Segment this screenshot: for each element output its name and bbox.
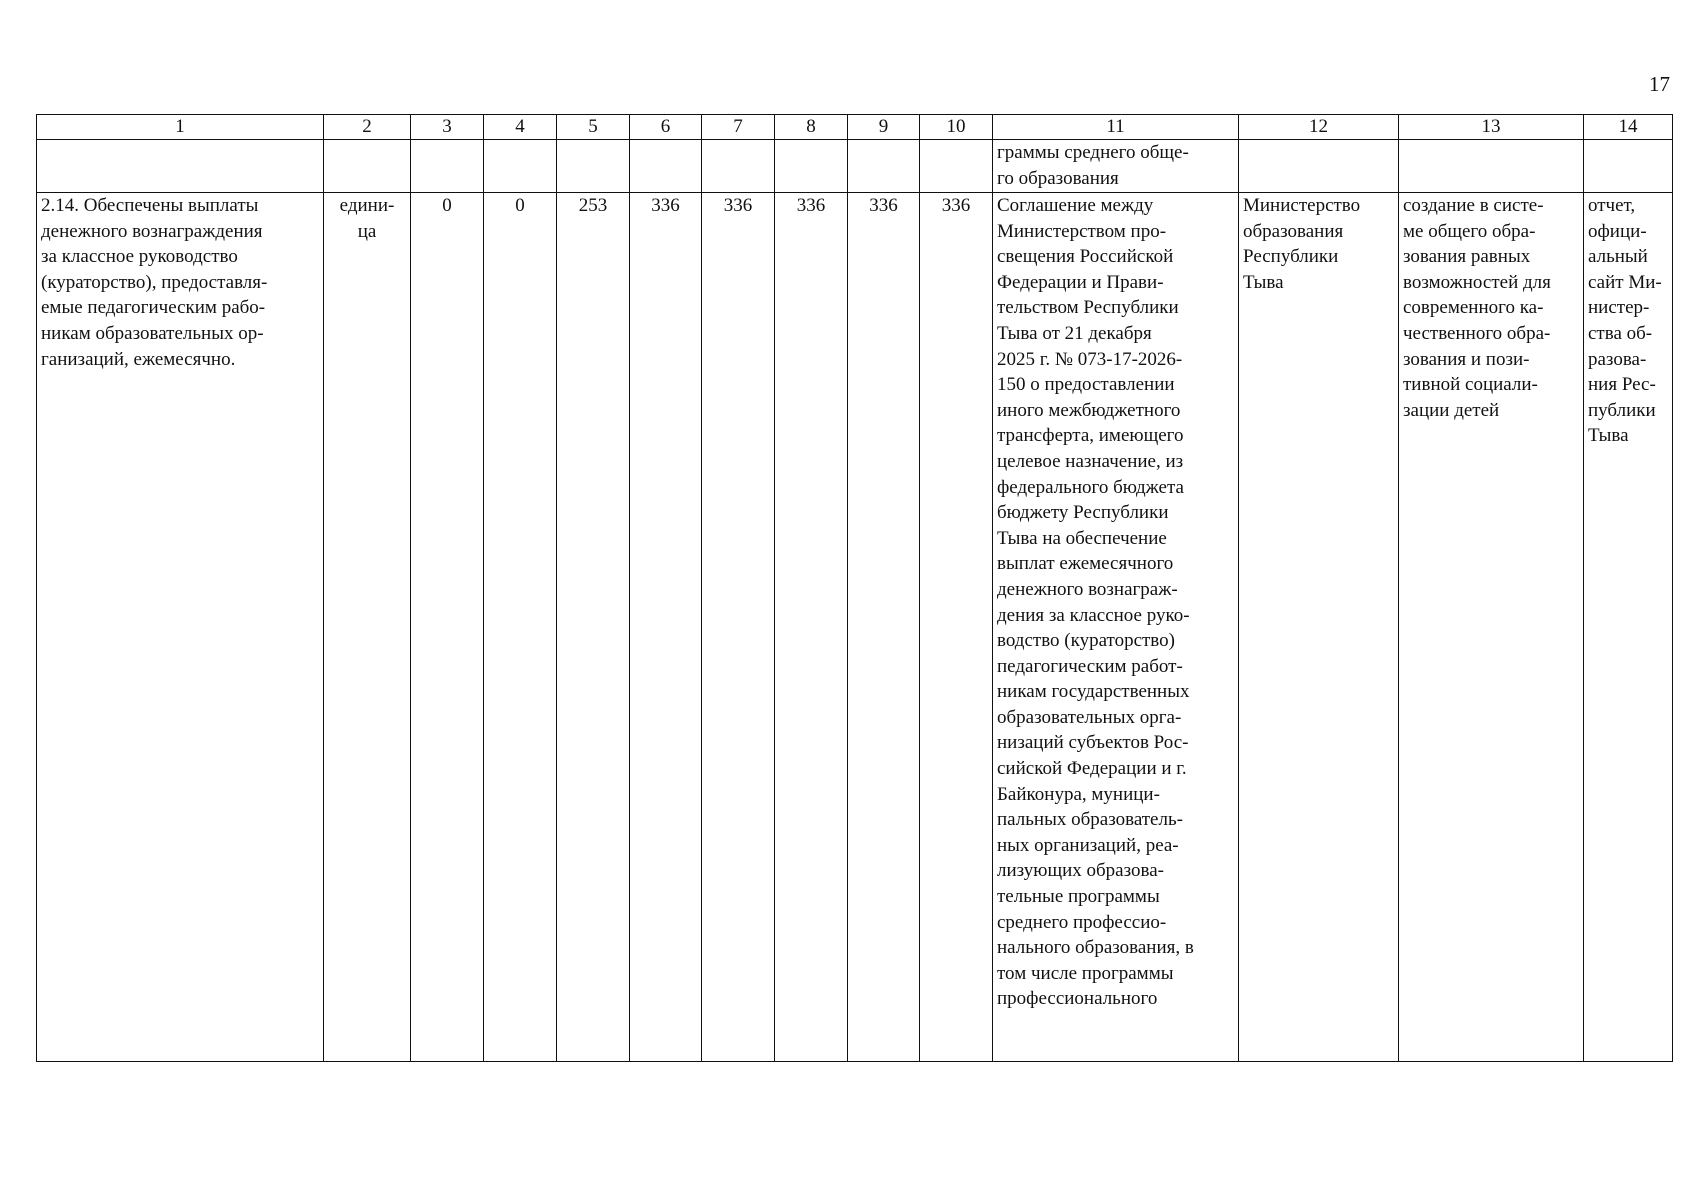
- column-number: 4: [484, 115, 557, 140]
- indicator-name: 2.14. Обеспечены выплаты денежного вознаграждения за классное руководство (кураторство), предоставля- емые педагогическим рабо- никам образовательных ор- ганизаций, ежемесячно.: [37, 193, 324, 1062]
- basis-document: Соглашение между Министерством про- свещения Российской Федерации и Прави- тельством Республики Тыва от 21 декабря 2025 г. № 073-17-2026- 150 о предоставлении иного межбюджетного трансферта, имеющего целевое назначение, из федерального бюджета бюджету Республики Тыва на обеспечение выплат ежемесячного денежного вознаграж- дения за классное руко- водство (кураторство) педагогическим работ- никам государственных образовательных орга- низаций субъектов Рос- сийской Федерации и г. Байконура, муници- пальных образователь- ных организаций, реа- лизующих образова- тельные программы среднего профессио- нального образования, в том числе программы профессионального: [993, 193, 1239, 1062]
- column-number: 13: [1399, 115, 1584, 140]
- column-number: 9: [848, 115, 920, 140]
- value-col9: 336: [848, 193, 920, 1062]
- empty-cell: [37, 140, 324, 193]
- empty-cell: [557, 140, 630, 193]
- column-number: 8: [775, 115, 848, 140]
- empty-cell: [775, 140, 848, 193]
- empty-cell: [920, 140, 993, 193]
- value-col6: 336: [630, 193, 702, 1062]
- column-number: 7: [702, 115, 775, 140]
- column-number: 1: [37, 115, 324, 140]
- expected-result: создание в систе- ме общего обра- зования равных возможностей для современного ка- чественного обра- зования и пози- тивной социали- зации детей: [1399, 193, 1584, 1062]
- column-number: 11: [993, 115, 1239, 140]
- column-number: 10: [920, 115, 993, 140]
- continuation-row: [37, 140, 1673, 193]
- value-col10: 336: [920, 193, 993, 1062]
- column-number: 6: [630, 115, 702, 140]
- empty-cell: [702, 140, 775, 193]
- value-col3: 0: [411, 193, 484, 1062]
- information-source: отчет, офици- альный сайт Ми- нистер- ства об- разова- ния Рес- публики Тыва: [1584, 193, 1673, 1062]
- empty-cell: [324, 140, 411, 193]
- indicator-table: [36, 114, 1673, 1062]
- empty-cell: [484, 140, 557, 193]
- empty-cell: [1584, 140, 1673, 193]
- column-number: 14: [1584, 115, 1673, 140]
- column-number: 3: [411, 115, 484, 140]
- empty-cell: [630, 140, 702, 193]
- empty-cell: [411, 140, 484, 193]
- value-col8: 336: [775, 193, 848, 1062]
- unit-of-measure: едини- ца: [324, 193, 411, 1062]
- empty-cell: [848, 140, 920, 193]
- empty-cell: [1239, 140, 1399, 193]
- column-number-row: [37, 115, 1673, 140]
- value-col7: 336: [702, 193, 775, 1062]
- value-col5: 253: [557, 193, 630, 1062]
- responsible-body: Министерство образования Республики Тыва: [1239, 193, 1399, 1062]
- column-number: 2: [324, 115, 411, 140]
- page-number: 17: [1649, 72, 1670, 96]
- continued-document-text: граммы среднего обще- го образования: [993, 140, 1239, 193]
- column-number: 12: [1239, 115, 1399, 140]
- value-col4: 0: [484, 193, 557, 1062]
- table-row: [37, 193, 1673, 1062]
- empty-cell: [1399, 140, 1584, 193]
- column-number: 5: [557, 115, 630, 140]
